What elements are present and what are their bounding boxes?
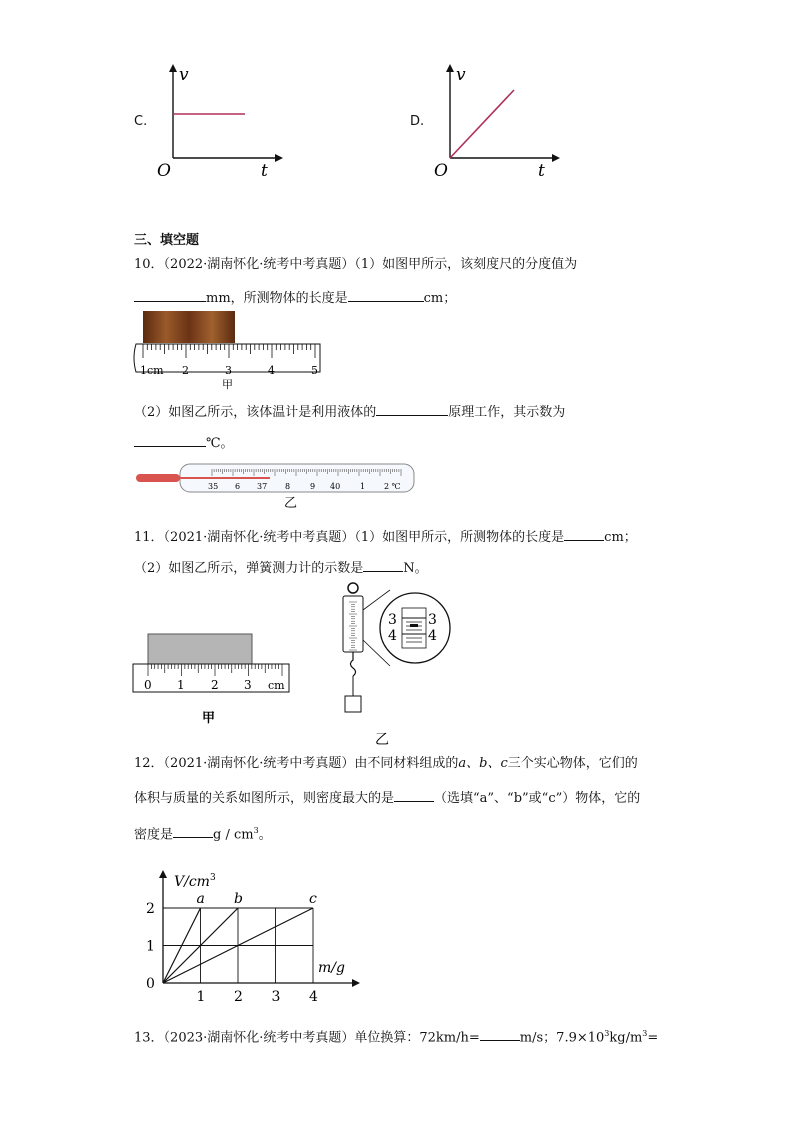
q12-line3-end: 。 — [258, 827, 272, 843]
thermo-tick-label: 35 — [208, 482, 219, 491]
q12-line1-vars: a、b、c — [458, 756, 508, 771]
q11-line2-a: （2）如图乙所示，弹簧测力计的示数是 — [134, 561, 364, 576]
ruler-tick-label: 3 — [244, 678, 252, 692]
top-ring — [348, 583, 358, 593]
q11-blank-2[interactable] — [363, 557, 403, 572]
q10-blank-3[interactable] — [376, 401, 448, 416]
x-arrow — [275, 154, 283, 162]
q10-ruler-figure — [130, 308, 330, 390]
q10-unit1: mm，所测物体的长度是 — [206, 291, 348, 306]
q11-blank-1[interactable] — [564, 526, 604, 541]
q11-ruler-figure — [130, 630, 295, 730]
thermo-tick-label: 8 — [285, 482, 291, 491]
zoom-left-label: 3 — [388, 612, 397, 628]
q10-line1 — [134, 256, 577, 274]
ruler-tick-label: 2 — [211, 678, 219, 692]
ruler-tick-label: 3 — [225, 364, 232, 377]
q12-line3-unit: g / cm — [213, 827, 254, 843]
q10-part2-b: 原理工作，其示数为 — [448, 405, 566, 420]
thermo-tick-label: 40 — [330, 482, 341, 491]
hook — [351, 652, 356, 676]
measured-block — [143, 311, 235, 343]
thermo-tick-label: 2 ℃ — [384, 482, 401, 491]
chart-xtick-label: 2 — [234, 989, 243, 1003]
chart-ytick-label: 0 — [146, 976, 155, 992]
fig-label-yi: 乙 — [375, 732, 389, 748]
q11-line1 — [134, 526, 637, 547]
option-d-label: D. — [410, 114, 425, 129]
thermo-tick-label: 6 — [235, 482, 241, 491]
option-d-graph — [432, 60, 562, 180]
q12-blank-2[interactable] — [173, 823, 213, 838]
thermo-tick-label: 9 — [310, 482, 316, 491]
chart-ylabel: $V/cm^3$ — [174, 873, 216, 890]
q10-blank-4[interactable] — [134, 432, 206, 447]
fig-label-yi: 乙 — [284, 496, 298, 510]
q10-line4 — [134, 432, 234, 453]
origin-label: O — [157, 161, 171, 180]
q13-text-a: 13．（2023·湖南怀化·统考中考真题）单位换算：72km/h= — [134, 1030, 480, 1046]
chart-ytick-label: 2 — [146, 901, 155, 917]
q12-line1-b: 三个实心物体，它们的 — [507, 756, 638, 771]
q10-thermometer-figure — [130, 460, 420, 510]
ruler-tick-label: 1cm — [140, 364, 164, 377]
chart-y-arrow — [159, 870, 167, 878]
ruler-tick-label: 4 — [268, 364, 275, 377]
axis-v-label: v — [179, 65, 189, 85]
q13-sup-2: 3 — [642, 1029, 648, 1038]
q11-spring-scale-figure — [330, 580, 460, 750]
q13-text-b: m/s；7.9×10 — [519, 1030, 605, 1046]
ruler-tick-label: 1 — [177, 678, 185, 692]
measured-block — [148, 634, 252, 664]
thermometer-bulb — [136, 474, 180, 482]
q10-line2 — [134, 287, 456, 308]
q12-line2-b: （选填“a”、“b”或“c”）物体，它的 — [434, 791, 641, 806]
q11-line2-b: N。 — [403, 561, 428, 576]
q12-line1 — [134, 755, 638, 773]
zoom-left-label: 4 — [388, 628, 397, 644]
fig-label-jia: 甲 — [222, 378, 233, 390]
weight-block — [345, 696, 361, 712]
chart-xlabel: m/g — [318, 960, 345, 976]
thermo-tick-label: 1 — [360, 482, 366, 491]
fig-label-jia: 甲 — [202, 711, 216, 726]
q10-blank-1[interactable] — [134, 287, 206, 302]
axis-v-label: v — [456, 65, 466, 85]
option-c-graph — [155, 60, 285, 180]
y-arrow — [446, 64, 454, 72]
zoom-line-top — [363, 590, 390, 610]
q11-line1-b: cm； — [604, 530, 637, 545]
q10-unit2: cm； — [423, 291, 457, 306]
zoom-right-label: 3 — [428, 612, 437, 628]
chart-ytick-label: 1 — [146, 938, 155, 955]
q12-line3 — [134, 822, 272, 844]
q13-line1 — [134, 1025, 658, 1047]
chart-xtick-label: 4 — [309, 989, 318, 1003]
q12-line2-a: 体积与质量的关系如图所示，则密度最大的是 — [134, 791, 395, 806]
q12-density-chart — [140, 868, 360, 1003]
ruler-tick-label: 2 — [182, 364, 189, 377]
q13-text-d: = — [647, 1030, 659, 1046]
chart-line-label-c: c — [309, 891, 317, 907]
thermo-tick-label: 37 — [257, 482, 268, 491]
ruler-tick-label: 5 — [311, 364, 318, 377]
zoom-right-label: 4 — [428, 628, 437, 644]
q10-prefix: 10．（2022·湖南怀化·统考中考真题）（1）如图甲所示，该刻度尺的分度值为 — [134, 257, 578, 272]
chart-tick-labels — [146, 901, 318, 1003]
q12-line3-sup: 3 — [253, 826, 259, 835]
q11-line1-a: 11．（2021·湖南怀化·统考中考真题）（1）如图甲所示，所测物体的长度是 — [134, 530, 565, 545]
q12-line1-a: 12．（2021·湖南怀化·统考中考真题）由不同材料组成的 — [134, 756, 459, 771]
q11-line2 — [134, 557, 428, 578]
q13-blank-1[interactable] — [480, 1026, 520, 1041]
axis-t-label: t — [261, 161, 268, 180]
option-c-label: C. — [134, 114, 148, 129]
pointer — [410, 624, 418, 627]
x-arrow — [552, 154, 560, 162]
chart-xtick-label: 3 — [271, 989, 281, 1003]
chart-line-label-b: b — [234, 891, 243, 907]
y-arrow — [169, 64, 177, 72]
q12-blank-1[interactable] — [394, 787, 434, 802]
q10-part2-unit: ℃。 — [206, 436, 234, 451]
q13-sup-1: 3 — [604, 1029, 610, 1038]
chart-xtick-label: 1 — [196, 989, 206, 1003]
ruler-tick-label: 0 — [144, 678, 152, 692]
q10-line3 — [134, 401, 565, 422]
chart-line-label-a: a — [196, 891, 205, 907]
chart-line-labels — [197, 891, 318, 907]
velocity-line — [450, 90, 514, 158]
q12-line3-a: 密度是 — [134, 827, 174, 843]
origin-label: O — [434, 161, 448, 180]
q12-line2 — [134, 787, 640, 808]
axis-t-label: t — [538, 161, 545, 180]
ruler-tick-label: cm — [268, 679, 285, 692]
chart-x-arrow — [352, 979, 360, 987]
section-heading: 三、填空题 — [134, 233, 200, 248]
q10-blank-2[interactable] — [348, 287, 424, 302]
q10-part2-a: （2）如图乙所示，该体温计是利用液体的 — [134, 405, 377, 420]
q13-text-c: kg/m — [609, 1030, 643, 1046]
